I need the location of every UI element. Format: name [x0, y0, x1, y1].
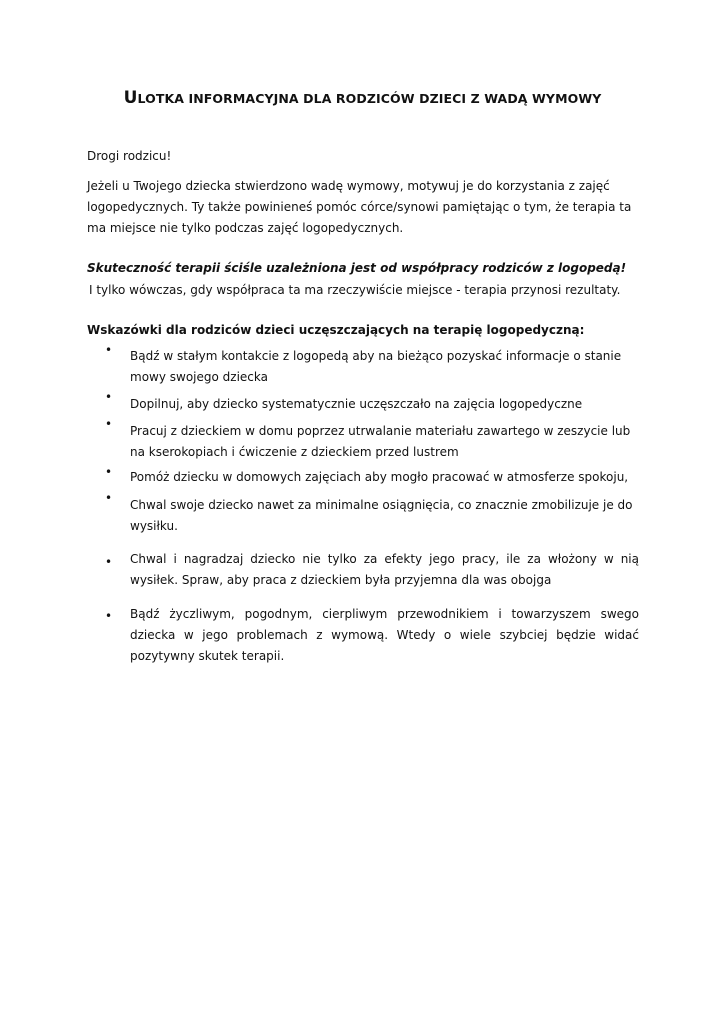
document-title [0, 88, 725, 108]
bullet-icon: • [105, 609, 113, 623]
greeting: Drogi rodzicu! [87, 149, 172, 163]
bullet-icon: • [105, 390, 113, 404]
condition-statement: I tylko wówczas, gdy współpraca ta ma rzeczywiście miejsce - terapia przynosi rezultaty. [89, 283, 621, 297]
title-initial: U [123, 88, 138, 108]
bullet-icon: • [105, 465, 113, 479]
list-item-tip-7: Bądź życzliwym, pogodnym, cierpliwym przewodnikiem i towarzyszem swego dziecka w jego problemach z wymową. Wtedy o wiele szybciej będzie widać pozytywny skutek terapii. [130, 607, 639, 663]
title-rest: LOTKA INFORMACYJNA DLA RODZICÓW DZIECI Z WADĄ WYMOWY [137, 91, 602, 106]
list-item-tip-5: Chwal swoje dziecko nawet za minimalne osiągnięcia, co znacznie zmobilizuje je do wysiłku. [130, 498, 633, 533]
intro-paragraph: Jeżeli u Twojego dziecka stwierdzono wadę wymowy, motywuj je do korzystania z zajęć logopedycznych. Ty także powinieneś pomóc córce/synowi pamiętając o tym, że terapia ta ma miejsce nie tylko podczas zajęć logopedycznych. [87, 179, 632, 235]
list-item-tip-3: Pracuj z dzieckiem w domu poprzez utrwalanie materiału zawartego w zeszycie lub na kserokopiach i ćwiczenie z dzieckiem przed lustrem [130, 424, 631, 459]
bullet-icon: • [105, 491, 113, 505]
emphasis-statement: Skuteczność terapii ściśle uzależniona jest od współpracy rodziców z logopedą! [87, 261, 627, 275]
bullet-icon: • [105, 417, 113, 431]
list-item-tip-4: Pomóż dziecku w domowych zajęciach aby mogło pracować w atmosferze spokoju, [130, 470, 629, 484]
tips-heading: Wskazówki dla rodziców dzieci uczęszczających na terapię logopedyczną: [87, 323, 585, 337]
bullet-icon: • [105, 343, 113, 357]
list-item-tip-6: Chwal i nagradzaj dziecko nie tylko za efekty jego pracy, ile za włożony w nią wysiłek. Spraw, aby praca z dzieckiem była przyjemna dla was obojga [130, 552, 639, 587]
list-item-tip-2: Dopilnuj, aby dziecko systematycznie uczęszczało na zajęcia logopedyczne [130, 397, 583, 411]
list-item-tip-1: Bądź w stałym kontakcie z logopedą aby na bieżąco pozyskać informacje o stanie mowy swojego dziecka [130, 349, 622, 384]
bullet-icon: • [105, 555, 113, 569]
